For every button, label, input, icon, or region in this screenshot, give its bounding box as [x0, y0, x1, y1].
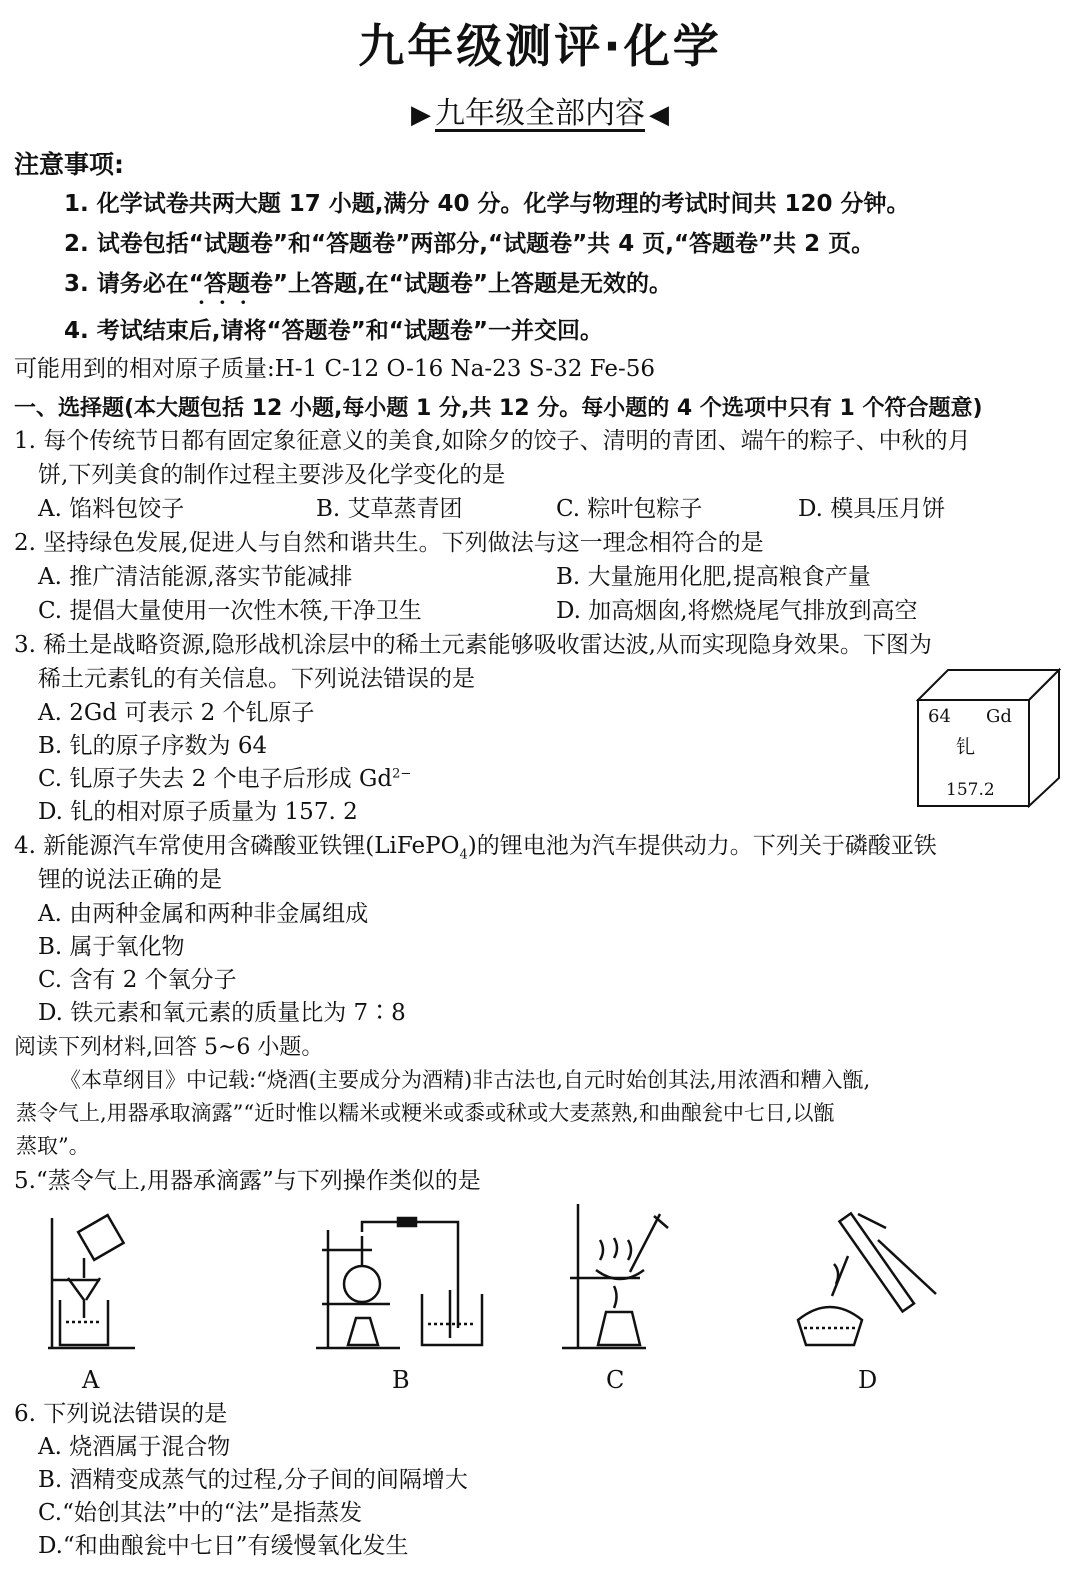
apparatus-c-evaporation: [562, 1204, 668, 1348]
q4-stem-line1: [14, 833, 937, 863]
figure-label-c: C: [606, 1366, 625, 1394]
notice-item-2: 2. 试卷包括“试题卷”和“答题卷”两部分,“试题卷”共 4 页,“答题卷”共 2 页。: [64, 231, 875, 257]
q4-stem-line2: 锂的说法正确的是: [38, 867, 222, 893]
reading-passage-line1: 《本草纲目》中记载:“烧酒(主要成分为酒精)非古法也,自元时始创其法,用浓酒和糟入甑,: [60, 1068, 871, 1092]
figure-label-a: A: [82, 1366, 100, 1394]
q4-option-a: A. 由两种金属和两种非金属组成: [38, 901, 369, 927]
q3-stem-line1: 3. 稀土是战略资源,隐形战机涂层中的稀土元素能够吸收雷达波,从而实现隐身效果。下图为: [14, 632, 932, 658]
q6-option-d: D.“和曲酿瓮中七日”有缓慢氧化发生: [38, 1533, 409, 1559]
figure-label-b: B: [392, 1366, 410, 1394]
reading-passage-line3: 蒸取”。: [16, 1134, 90, 1158]
q2-option-c: C. 提倡大量使用一次性木筷,干净卫生: [38, 598, 422, 624]
q6-stem: 6. 下列说法错误的是: [14, 1401, 228, 1427]
q3-option-a: A. 2Gd 可表示 2 个钆原子: [38, 700, 315, 726]
q4-option-c: C. 含有 2 个氧分子: [38, 967, 237, 993]
q4-option-d: D. 铁元素和氧元素的质量比为 7∶8: [38, 1000, 406, 1026]
q1-stem-line2: 饼,下列美食的制作过程主要涉及化学变化的是: [38, 462, 506, 488]
q6-option-c: C.“始创其法”中的“法”是指蒸发: [38, 1500, 363, 1526]
notice-item-4: 4. 考试结束后,请将“答题卷”和“试题卷”一并交回。: [64, 318, 603, 344]
q4-stem-part2: )的锂电池为汽车提供动力。下列关于磷酸亚铁: [467, 833, 937, 859]
element-symbol: Gd: [986, 706, 1012, 727]
notice-heading: 注意事项:: [14, 150, 124, 179]
reading-passage-line2: 蒸令气上,用器承取滴露”“近时惟以糯米或粳米或黍或秫或大麦蒸熟,和曲酿瓮中七日,以甑: [16, 1101, 835, 1125]
q1-option-d: D. 模具压月饼: [798, 496, 946, 522]
q3-option-d: D. 钆的相对原子质量为 157. 2: [38, 799, 358, 825]
exam-subtitle: [0, 88, 1080, 132]
notice-item-3: 3. 请务必在“答题卷”上答题,在“试题卷”上答题是无效的。: [64, 271, 672, 297]
notice-item-1: 1. 化学试卷共两大题 17 小题,满分 40 分。化学与物理的考试时间共 120 分钟。: [64, 191, 910, 217]
q3-option-b: B. 钆的原子序数为 64: [38, 733, 268, 759]
q1-option-a: A. 馅料包饺子: [38, 496, 185, 522]
exam-title: 九年级测评·化学: [358, 19, 722, 73]
subtitle-right-marker: ◀: [649, 100, 669, 130]
q2-option-b: B. 大量施用化肥,提高粮食产量: [556, 564, 871, 590]
q3-option-c: [38, 766, 411, 794]
q5-apparatus-figures: [0, 1200, 1080, 1370]
q3-option-c-charge: 2−: [392, 766, 412, 782]
emphasis-dots: · · ·: [198, 290, 247, 314]
q3-stem-line2: 稀土元素钆的有关信息。下列说法错误的是: [38, 666, 475, 692]
subtitle-text: 九年级全部内容: [435, 96, 645, 131]
element-mass: 157.2: [946, 780, 995, 800]
element-number: 64: [928, 706, 951, 727]
q2-stem: 2. 坚持绿色发展,促进人与自然和谐共生。下列做法与这一理念相符合的是: [14, 530, 764, 556]
element-name: 钆: [956, 736, 976, 758]
q6-option-a: A. 烧酒属于混合物: [38, 1434, 231, 1460]
section-1-heading: 一、选择题(本大题包括 12 小题,每小题 1 分,共 12 分。每小题的 4 个选项中只有 1 个符合题意): [14, 396, 983, 421]
q4-stem-part1: 4. 新能源汽车常使用含磷酸亚铁锂(LiFePO: [14, 833, 460, 859]
q3-option-c-text: C. 钆原子失去 2 个电子后形成 Gd: [38, 766, 393, 792]
atomic-masses: 可能用到的相对原子质量:H-1 C-12 O-16 Na-23 S-32 Fe-56: [14, 356, 656, 382]
q1-stem-line1: 1. 每个传统节日都有固定象征意义的美食,如除夕的饺子、清明的青团、端午的粽子、中秋的月: [14, 428, 971, 454]
q5-stem: 5.“蒸令气上,用器承滴露”与下列操作类似的是: [14, 1168, 481, 1194]
reading-intro: 阅读下列材料,回答 5~6 小题。: [14, 1035, 324, 1060]
q2-option-a: A. 推广清洁能源,落实节能减排: [38, 564, 353, 590]
apparatus-d-heating-test-tube: [798, 1213, 936, 1345]
element-card: [916, 668, 1061, 808]
q4-option-b: B. 属于氧化物: [38, 934, 185, 960]
figure-label-d: D: [858, 1366, 878, 1394]
apparatus-b-distillation: [316, 1218, 482, 1348]
q1-option-b: B. 艾草蒸青团: [316, 496, 463, 522]
q4-subscript: 4: [459, 847, 468, 863]
subtitle-left-marker: ▶: [411, 100, 431, 130]
apparatus-a-filtration: [48, 1215, 135, 1348]
q2-option-d: D. 加高烟囱,将燃烧尾气排放到高空: [556, 598, 918, 624]
q1-option-c: C. 粽叶包粽子: [556, 496, 703, 522]
q6-option-b: B. 酒精变成蒸气的过程,分子间的间隔增大: [38, 1467, 468, 1493]
